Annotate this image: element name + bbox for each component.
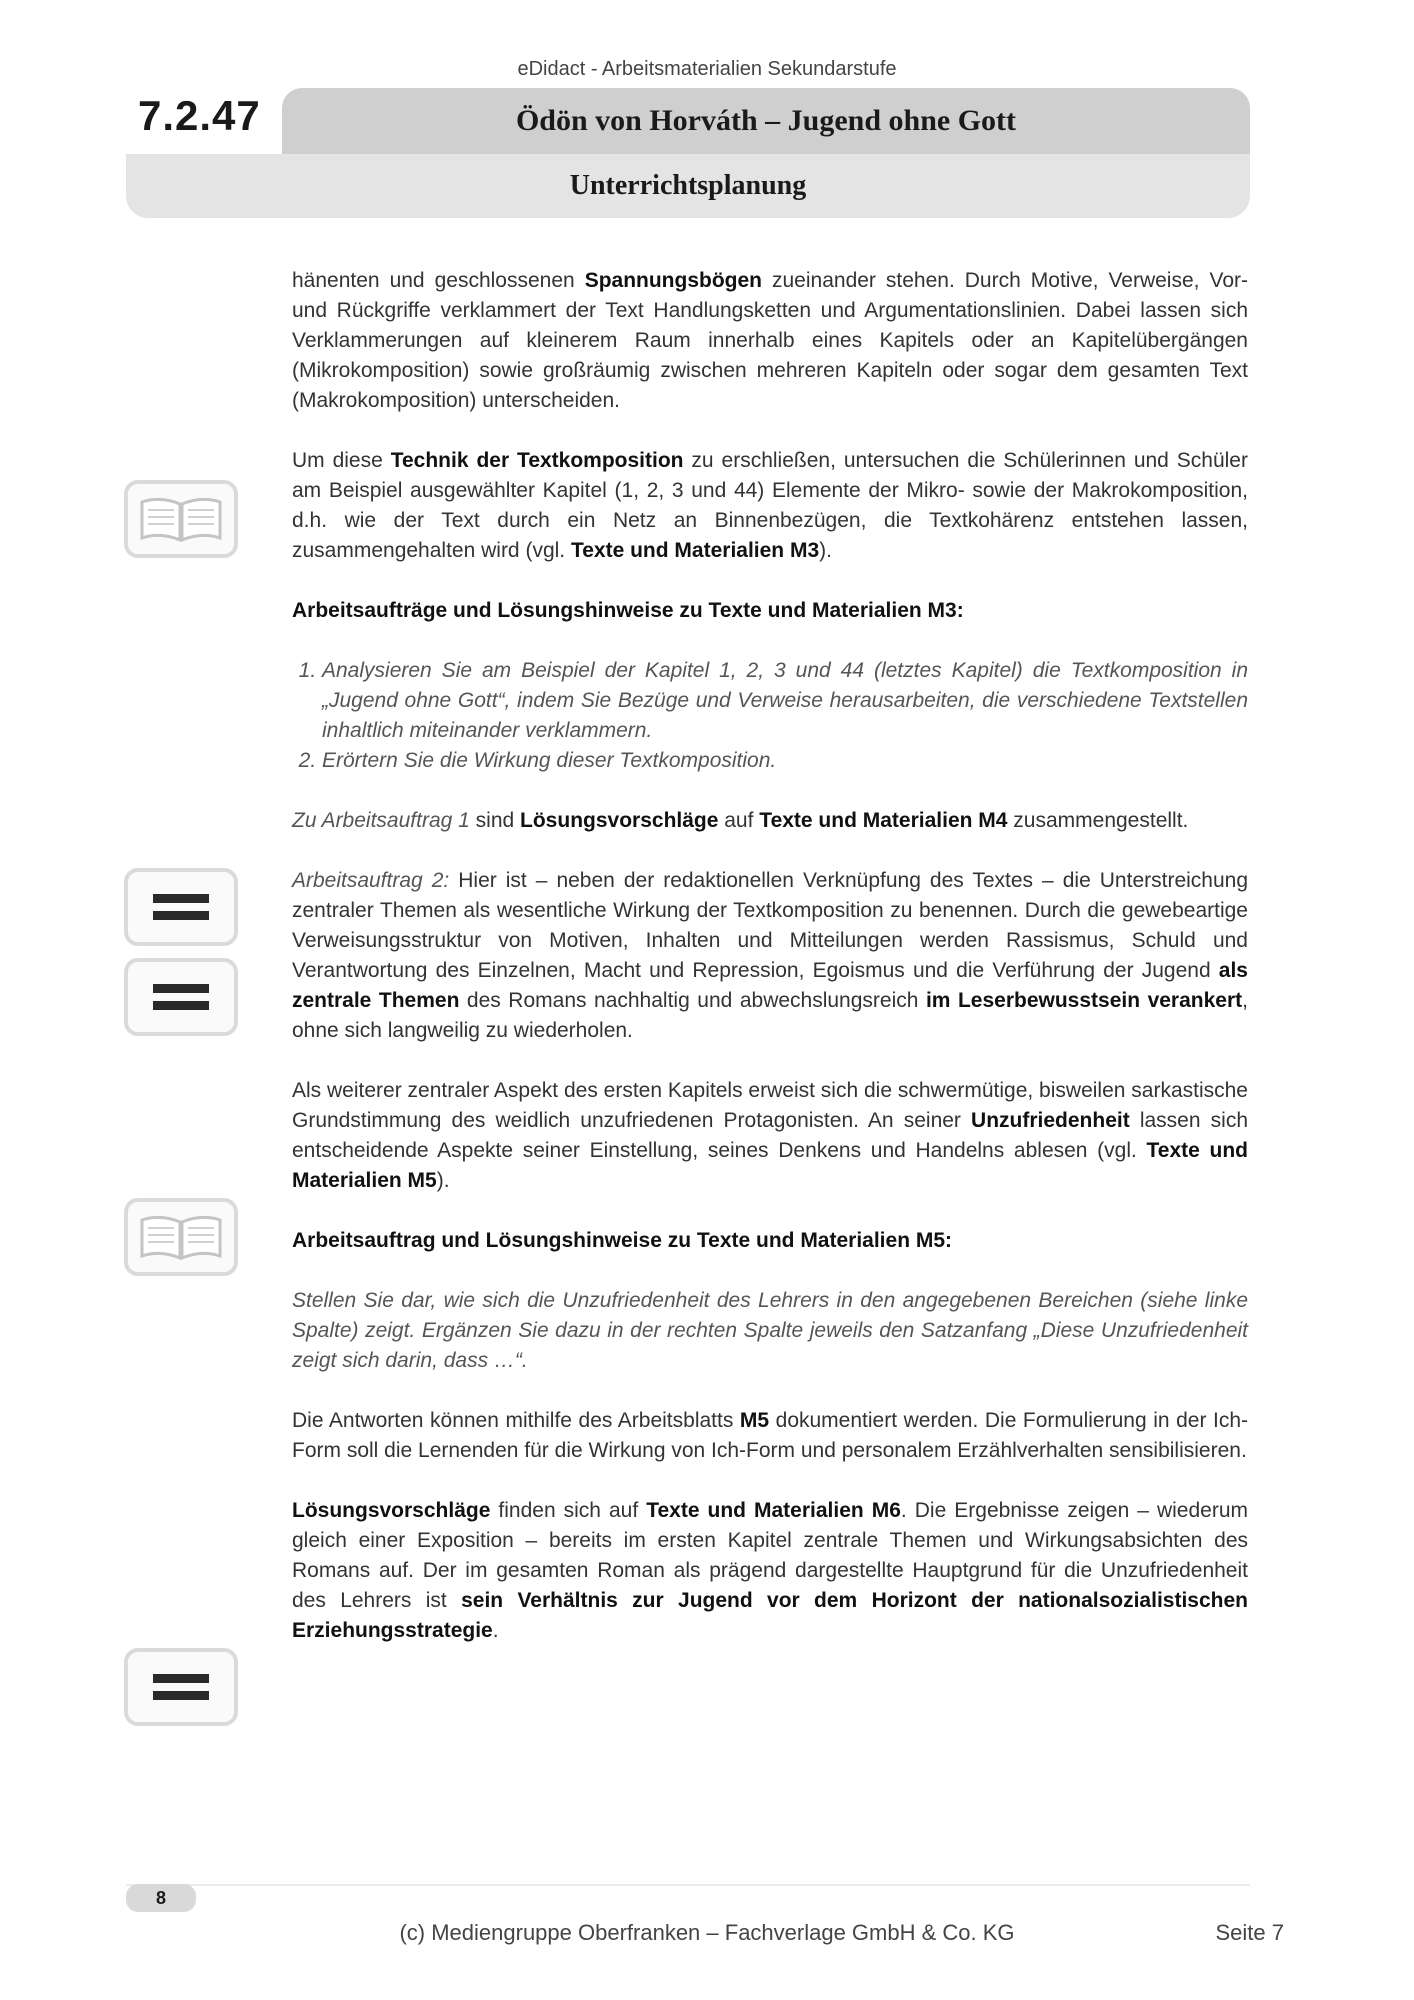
paragraph-spannungsboegen: hänenten und geschlossenen Spannungsbögen zueinander stehen. Durch Motive, Verweise, Vor- und Rückgriffe verklammert der Text Handlungsketten und Argumentationslinien. Dabei lassen sich Verklammerungen auf kleinerem Raum innerhalb eines Kapitels oder an Kapitelübergängen (Mikrokomposition) sowie großräumig zwischen mehreren Kapiteln oder sogar dem gesamten Text (Makrokomposition) unterscheiden. — [292, 269, 1248, 412]
paragraph-loesung-1: Zu Arbeitsauftrag 1 sind Lösungsvorschläge auf Texte und Materialien M4 zusammengestellt. — [292, 809, 1189, 832]
footer-divider — [126, 1884, 1250, 1886]
book-icon — [124, 1198, 238, 1276]
paragraph-arbeitsauftrag-2: Arbeitsauftrag 2: Hier ist – neben der redaktionellen Verknüpfung des Textes – die Unterstreichung zentraler Themen als wesentliche Wirkung der Textkomposition zu benennen. Durch die gewebeartige Verweisungsstruktur von Motiven, Inhalten und Mitteilungen werden Rassismus, Schuld und Verantwortung des Einzelnen, Macht und Repression, Egoismus und die Verführung der Jugend als zentrale Themen des Romans nachhaltig und abwechslungsreich im Leserbewusstsein verankert, ohne sich langweilig zu wiederholen. — [292, 869, 1249, 1042]
page-number: Seite 7 — [1215, 1920, 1284, 1945]
footer-copyright: (c) Mediengruppe Oberfranken – Fachverlage GmbH & Co. KG — [399, 1920, 1015, 1945]
chapter-number: 7.2.47 — [138, 92, 261, 139]
page-subtitle: Unterrichtsplanung — [126, 154, 1250, 218]
book-icon — [124, 480, 238, 558]
page-title: Ödön von Horváth – Jugend ohne Gott — [282, 88, 1250, 154]
paragraph-task-m5: Stellen Sie dar, wie sich die Unzufriedenheit des Lehrers in den angegebenen Bereichen (siehe linke Spalte) zeigt. Ergänzen Sie dazu in der rechten Spalte jeweils den Satzanfang „Diese Unzufriedenheit zeigt sich darin, dass …“. — [292, 1289, 1248, 1372]
series-line: eDidact - Arbeitsmaterialien Sekundarstufe — [517, 58, 897, 80]
paragraph-loesung-m6: Lösungsvorschläge finden sich auf Texte und Materialien M6. Die Ergebnisse zeigen – wiederum gleich einer Exposition – bereits im ersten Kapitel zentrale Themen und Wirkungsabsichten des Romans auf. Der im gesamten Roman als prägend dargestellte Hauptgrund für die Unzufriedenheit des Lehrers ist sein Verhältnis zur Jugend vor dem Horizont der nationalsozialistischen Erziehungsstrategie. — [292, 1499, 1248, 1642]
list-icon — [124, 868, 238, 946]
task-item: 1. Analysieren Sie am Beispiel der Kapitel 1, 2, 3 und 44 (letztes Kapitel) die Textkomposition in „Jugend ohne Gott“, indem Sie Bezüge und Verweise herausarbeiten, die verschiedene Textstellen inhaltlich miteinander verklammern. — [322, 656, 1248, 746]
task-item: 2. Erörtern Sie die Wirkung dieser Textkomposition. — [322, 746, 1248, 776]
paragraph-arbeitsblatt: Die Antworten können mithilfe des Arbeitsblatts M5 dokumentiert werden. Die Formulierung in der Ich-Form soll die Lernenden für die Wirkung von Ich-Form und personalem Erzählverhalten sensibilisieren. — [292, 1409, 1249, 1462]
task-list — [292, 656, 1248, 776]
list-icon — [124, 958, 238, 1036]
page-badge: 8 — [126, 1884, 196, 1912]
paragraph-unzufriedenheit: Als weiterer zentraler Aspekt des ersten Kapitels erweist sich die schwermütige, bisweilen sarkastische Grundstimmung des weidlich unzufriedenen Protagonisten. An seiner Unzufriedenheit lassen sich entscheidende Aspekte seiner Einstellung, seines Denkens und Handelns ablesen (vgl. Texte und Materialien M5). — [292, 1079, 1249, 1192]
section-heading-m5: Arbeitsauftrag und Lösungshinweise zu Texte und Materialien M5: — [292, 1229, 953, 1252]
body-text — [292, 266, 1248, 1676]
list-icon — [124, 1648, 238, 1726]
paragraph-textkomposition: Um diese Technik der Textkomposition zu erschließen, untersuchen die Schülerinnen und Schüler am Beispiel ausgewählter Kapitel (1, 2, 3 und 44) Elemente der Mikro- sowie der Makrokomposition, d.h. wie der Text durch ein Netz an Binnenbezügen, die Textkohärenz entstehen lassen, zusammengehalten wird (vgl. Texte und Materialien M3). — [292, 449, 1248, 562]
section-heading-m3: Arbeitsaufträge und Lösungshinweise zu Texte und Materialien M3: — [292, 599, 964, 622]
